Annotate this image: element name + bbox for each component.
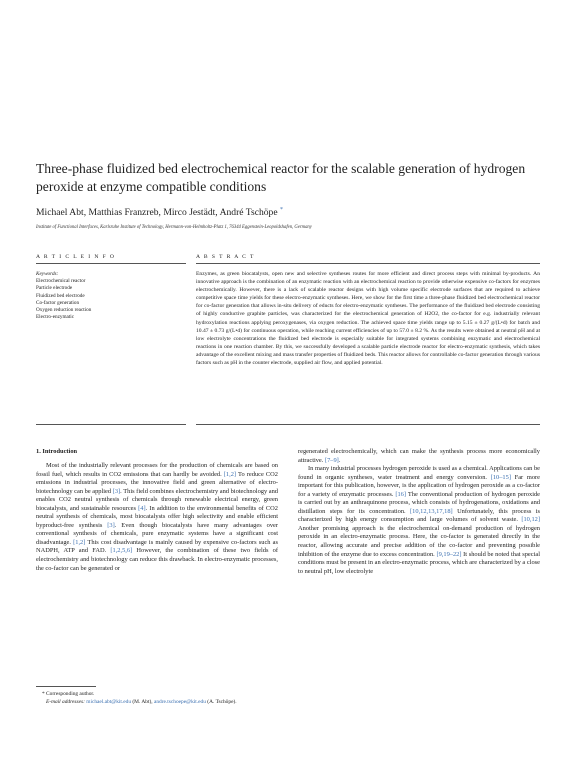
keyword-item: Electrochemical reactor <box>36 278 86 284</box>
email-label: E-mail addresses: <box>46 699 85 705</box>
citation-link[interactable]: [10,12] <box>521 516 540 524</box>
email-line <box>36 698 336 706</box>
abstract-bottom-rule <box>196 424 540 425</box>
citation-link[interactable]: [7–9] <box>324 456 339 464</box>
keywords-label: Keywords: <box>36 271 59 277</box>
article-title: Three-phase fluidized bed electrochemical reactor for the scalable generation of hydrogen peroxide at enzyme compatible conditions <box>36 161 526 194</box>
paragraph <box>298 448 540 465</box>
email-link-tschoepe[interactable]: andre.tschoepe@kit.edu <box>153 699 206 705</box>
citation-link[interactable]: [10–15] <box>490 473 511 481</box>
citation-link[interactable]: [16] <box>395 490 407 498</box>
paragraph-text: Another promising approach is the electrochemical on-demand production of hydrogen peroxide in an electro-enzymatic process. Here, the co-factor is generated directly in the reactor, allowing accurate and precise addition of the co-factor and preventing possible inhibition of the enzyme due to excess concentration. <box>298 524 540 558</box>
keyword-list <box>36 278 186 322</box>
paragraph-text: In many industrial processes hydrogen peroxide is used as a chemical. Applications can be found in organic syntheses, water treatment and energy conversion. <box>298 465 540 481</box>
section-heading-introduction: 1. Introduction <box>36 448 78 455</box>
corresponding-author-note: * Corresponding author. <box>42 691 95 697</box>
paragraph-text: . In addition to the environmental benefits of CO2 neutral synthesis of chemicals, most biocatalysts offer high selectivity and enable efficient byproduct-free synthesis <box>36 504 278 529</box>
info-top-rule <box>36 263 186 264</box>
footnote <box>36 690 336 706</box>
citation-link[interactable]: [1,2] <box>223 470 237 478</box>
paragraph-text: This cost disadvantage is mainly caused by expensive co-factors such as NADPH, ATP and FAD. <box>36 538 278 555</box>
info-bottom-rule <box>36 424 186 425</box>
corresponding-author-mark[interactable]: * <box>280 207 284 213</box>
keyword-item: Particle electrode <box>36 285 73 292</box>
paragraph-text: The conventional production of hydrogen peroxide is carried out by an anthraquinone process, which consists of hydrogenations, oxidations and distillation steps for its concentration. <box>298 490 540 515</box>
body-column-right <box>298 448 540 576</box>
paragraph-text: . This field combines electrochemistry and biotechnology and enables CO2 neutral synthesis of chemicals through renewable electrical energy, green biocatalysts, and sustainable resources <box>36 487 278 512</box>
citation-link[interactable]: [1,2] <box>73 538 86 546</box>
citation-link[interactable]: [10,12,13,17,18] <box>410 507 453 515</box>
keyword-item: Fluidized bed electrode <box>36 292 85 299</box>
paragraph-text: . <box>338 456 341 464</box>
author-list <box>36 204 536 219</box>
affiliation: Institute of Functional Interfaces, Karlsruhe Institute of Technology, Hermann-von-Helmholtz-Platz 1, 76344 Eggenstein-Leopoldshafen, Germany <box>36 225 312 230</box>
article-info-heading: A R T I C L E I N F O <box>36 254 116 260</box>
paragraph-text: However, the combination of these two fields of electrochemistry and biotechnology can reduce this drawback. In electro-enzymatic processes, the co-factor can be generated or <box>36 547 278 572</box>
citation-link[interactable]: [9,19–22] <box>436 550 462 558</box>
abstract-text: Enzymes, as green biocatalysts, open new and selective syntheses routes for more efficient and direct process steps with minimal by-products. An innovative approach is the combination of an enzymatic reaction with an electrochemical reaction to provide otherwise expensive co-factors for enzymes electrochemically. However, there is a lack of scalable reactor designs with high volume specific electrode surfaces that are required to achieve competitive space time yields for these electro-enzymatic syntheses. Here, we show for the first time a three-phase fluidized bed electrochemical reactor for co-factor generation that allows in-situ delivery of educts for electro-enzymatic syntheses. The performance of the fluidized bed electrode consisting of highly conductive graphite particles, was characterized for the electrochemical generation of H2O2, the co-factor for e.g. industrially relevant hydroxylation reactions applying peroxygenases, via oxygen reduction. The achieved space time yields range up to 5.15 ± 0.27 g/(L•d) for batch and 10.47 ± 0.73 g/(L•d) for continuous operation, while reaching current efficiencies of up to 57.0 ± 8.2 %. As the results were obtained at neutral pH and at low electrolyte concentrations the fluidized bed electrode is especially suitable for integrated systems combining enzymatic and electrochemical reactions in one reaction chamber. By this, we successfully developed a scalable particle electrode reactor for electro-enzymatic synthesis, which takes advantage of the excellent mixing and mass transfer properties of fluidized beds. This reactor allows for controllable co-factor generation through various factors such as pH in the counter electrode, supplied air flow, and applied potential. <box>196 271 540 367</box>
paragraph <box>36 462 278 573</box>
paragraph-text: Unfortunately, this process is characterized by high energy consumption and large volumes of solvent waste. <box>298 507 540 524</box>
abstract-heading: A B S T R A C T <box>196 254 255 260</box>
citation-link[interactable]: [3] <box>112 487 121 495</box>
keyword-item: Co-factor generation <box>36 299 80 306</box>
author-names: Michael Abt, Matthias Franzreb, Mirco Jestädt, André Tschöpe <box>36 207 278 219</box>
citation-link[interactable]: [3] <box>107 521 115 529</box>
paragraph-text: Far more important for this publication, however, is the application of hydrogen peroxide as a co-factor for a variety of enzymatic processes. <box>298 473 540 498</box>
keyword-item: Oxygen reduction reaction <box>36 307 92 314</box>
paragraph-text: regenerated electrochemically, which can make the synthesis process more economically attractive. <box>298 448 540 464</box>
paragraph <box>298 465 540 576</box>
abstract-top-rule <box>196 263 540 264</box>
body-column-left <box>36 462 278 573</box>
footnote-rule <box>36 686 96 687</box>
citation-link[interactable]: [4] <box>138 504 146 512</box>
paragraph-text: To reduce CO2 emissions in industrial processes, the innovative field and green alternative of electro-biotechnology can be applied <box>36 470 278 495</box>
email-owner-tschoepe: (A. Tschöpe). <box>207 699 237 705</box>
email-link-abt[interactable]: michael.abt@kit.edu <box>86 699 132 705</box>
citation-link[interactable]: [1,2,5,6] <box>110 547 133 555</box>
keyword-item: Electro-enzymatic <box>36 314 75 321</box>
paragraph-text: It should be noted that special conditions must be present in an electro-enzymatic process, which are characterized by a close to neutral pH, low electrolyte <box>298 550 540 575</box>
email-owner-abt: (M. Abt), <box>132 699 153 705</box>
paragraph-text: . Even though biocatalysts have many advantages over conventional synthesis of chemicals, pure enzymatic systems have a significant cost disadvantage. <box>36 521 278 546</box>
paragraph-text: Most of the industrially relevant processes for the production of chemicals are based on fossil fuel, which results in CO2 emissions that can hardly be avoided. <box>36 462 278 478</box>
